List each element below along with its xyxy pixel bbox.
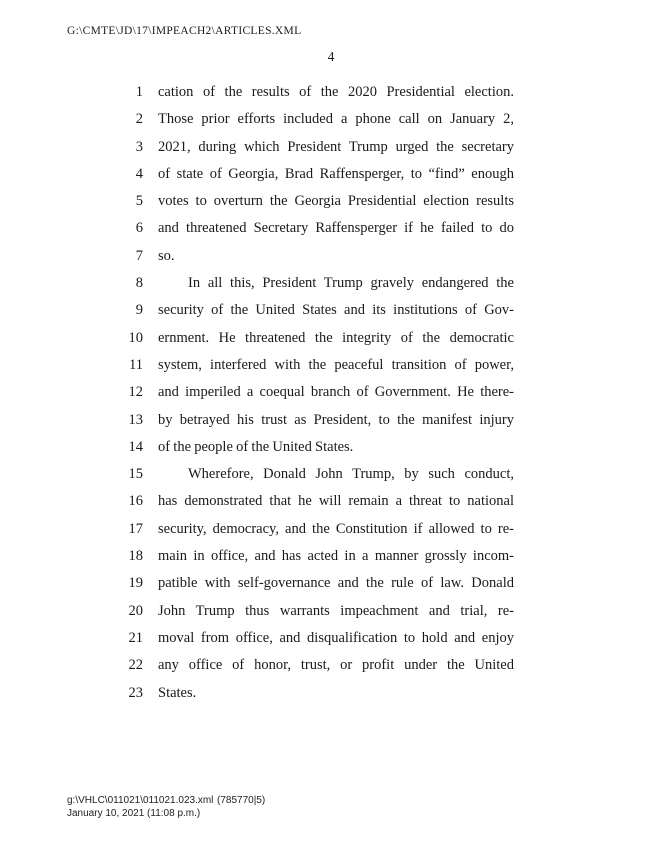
body-line — [115, 379, 515, 406]
line-number: 14 — [128, 438, 143, 455]
line-text: Those prior efforts included a phone call on January 2, — [158, 111, 514, 128]
body-line — [115, 270, 515, 297]
body-line — [115, 543, 515, 570]
line-text: ernment. He threatened the integrity of the democratic — [158, 329, 514, 346]
line-number: 9 — [135, 302, 143, 319]
footer-row — [67, 794, 266, 807]
body-line — [115, 652, 515, 679]
line-text: and imperiled a coequal branch of Government. He there- — [158, 384, 514, 401]
body-line — [115, 188, 515, 215]
body-line — [115, 161, 515, 188]
document-body — [115, 79, 515, 707]
body-line — [115, 407, 515, 434]
line-text: votes to overturn the Georgia Presidential election results — [158, 193, 514, 210]
line-text: of state of Georgia, Brad Raffensperger, to “find” enough — [158, 165, 514, 182]
body-line — [115, 680, 515, 707]
line-text: Wherefore, Donald John Trump, by such conduct, — [188, 466, 514, 483]
line-text: and threatened Secretary Raffensperger if he failed to do — [158, 220, 514, 237]
body-line — [115, 106, 515, 133]
body-line — [115, 516, 515, 543]
line-number: 13 — [128, 411, 143, 428]
body-line — [115, 598, 515, 625]
page-number: 4 — [327, 49, 335, 64]
line-number: 15 — [128, 466, 143, 483]
body-line — [115, 488, 515, 515]
body-line — [115, 352, 515, 379]
line-number: 5 — [135, 193, 143, 210]
line-text: system, interfered with the peaceful transition of power, — [158, 356, 514, 373]
line-number: 2 — [135, 111, 143, 128]
body-line — [115, 243, 515, 270]
line-text: of the people of the United States. — [158, 438, 354, 455]
line-text: security, democracy, and the Constitution if allowed to re- — [158, 520, 514, 537]
line-number: 22 — [128, 657, 143, 674]
line-number: 21 — [128, 629, 143, 646]
line-text: security of the United States and its institutions of Gov- — [158, 302, 514, 319]
line-number: 7 — [135, 247, 143, 264]
line-text: cation of the results of the 2020 Presidential election. — [158, 84, 514, 100]
line-text: has demonstrated that he will remain a threat to national — [158, 493, 514, 510]
body-line — [115, 79, 515, 106]
footer-file-path: g:\VHLC\011021\011021.023.xml — [67, 795, 214, 806]
body-line — [115, 625, 515, 652]
line-number: 20 — [128, 602, 143, 619]
line-number: 16 — [128, 493, 143, 510]
line-text: any office of honor, trust, or profit under the United — [158, 657, 514, 674]
line-number: 6 — [135, 220, 143, 237]
line-number: 10 — [128, 329, 143, 346]
line-number: 11 — [129, 356, 143, 373]
line-number: 1 — [135, 84, 143, 100]
line-text: by betrayed his trust as President, to the manifest injury — [158, 411, 514, 428]
body-line — [115, 325, 515, 352]
line-text: John Trump thus warrants impeachment and trial, re- — [158, 602, 514, 619]
footer-date: January 10, 2021 (11:08 p.m.) — [67, 808, 201, 819]
line-number: 12 — [128, 384, 143, 401]
line-text: In all this, President Trump gravely endangered the — [188, 275, 514, 292]
body-line — [115, 570, 515, 597]
line-number: 8 — [135, 275, 143, 292]
line-text: main in office, and has acted in a manner grossly incom- — [158, 548, 514, 565]
body-line — [115, 215, 515, 242]
body-line — [115, 297, 515, 324]
line-number: 19 — [128, 575, 143, 592]
header-file-path: G:\CMTE\JD\17\IMPEACH2\ARTICLES.XML — [67, 25, 302, 37]
line-text: so. — [158, 247, 175, 264]
line-text: moval from office, and disqualification to hold and enjoy — [158, 629, 514, 646]
line-text: patible with self-governance and the rule of law. Donald — [158, 575, 514, 592]
line-number: 17 — [128, 520, 143, 537]
body-line — [115, 434, 515, 461]
document-footer — [67, 794, 266, 820]
line-text: States. — [158, 684, 197, 701]
line-number: 23 — [128, 684, 143, 701]
body-line — [115, 461, 515, 488]
line-number: 4 — [135, 165, 143, 182]
line-text: 2021, during which President Trump urged the secretary — [158, 138, 514, 155]
line-number: 18 — [128, 548, 143, 565]
line-number: 3 — [135, 138, 143, 155]
footer-print-code: (785770|5) — [217, 795, 266, 806]
body-line — [115, 134, 515, 161]
